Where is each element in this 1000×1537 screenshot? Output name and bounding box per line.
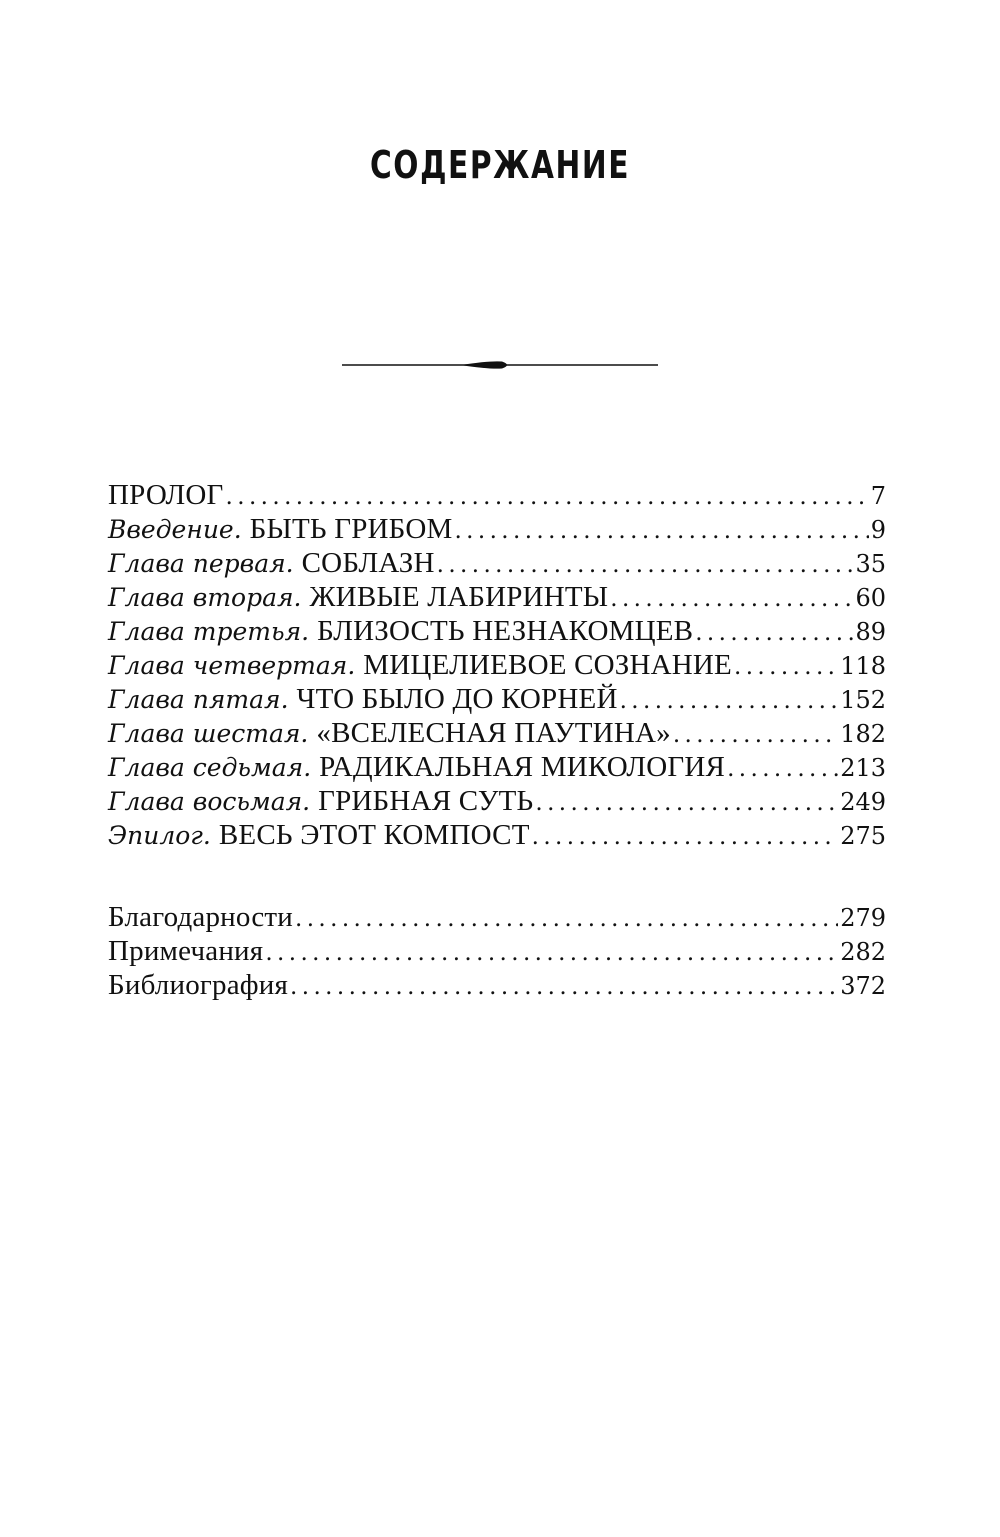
toc-entry-page: 118 [840, 652, 886, 680]
toc-entry-epilogue[interactable] [108, 818, 886, 852]
toc-entry-title: БЛИЗОСТЬ НЕЗНАКОМЦЕВ [317, 615, 694, 647]
toc-entry-label [108, 716, 671, 751]
divider-ornament [340, 356, 660, 374]
toc-entry-prefix: Глава восьмая. [108, 787, 311, 816]
dot-leader [226, 480, 869, 514]
toc-entry-page: 89 [855, 618, 886, 646]
toc-entry-page: 275 [840, 822, 886, 850]
toc-entry-page: 279 [840, 904, 886, 932]
toc-entry-title: «ВСЕЛЕСНАЯ ПАУТИНА» [316, 717, 671, 749]
toc-entry-prefix: Глава пятая. [108, 685, 289, 714]
toc-entry-chapter-4[interactable] [108, 648, 886, 682]
toc-entry-page: 152 [840, 686, 886, 714]
toc-entry-title: ГРИБНАЯ СУТЬ [318, 785, 534, 817]
dot-leader [620, 684, 839, 718]
toc-entry-label [108, 900, 293, 934]
toc-entry-title: РАДИКАЛЬНАЯ МИКОЛОГИЯ [319, 751, 726, 783]
section-spacer [108, 852, 886, 900]
dot-leader [535, 786, 838, 820]
toc-entry-prefix: Глава четвертая. [108, 651, 356, 680]
toc-entry-prefix: Глава седьмая. [108, 753, 312, 782]
toc-entry-label [108, 478, 224, 512]
toc-entry-title: Библиография [108, 969, 289, 1001]
toc-entry-prologue[interactable] [108, 478, 886, 512]
toc-entry-chapter-3[interactable] [108, 614, 886, 648]
toc-entry-prefix: Глава шестая. [108, 719, 309, 748]
dot-leader [454, 514, 868, 548]
toc-entry-label [108, 934, 263, 968]
dot-leader [290, 970, 838, 1004]
toc-entry-title: СОБЛАЗН [301, 547, 435, 579]
dot-leader [532, 820, 839, 854]
toc-entry-title: ЧТО БЫЛО ДО КОРНЕЙ [296, 683, 618, 715]
toc-entry-label [108, 580, 608, 615]
toc-entry-page: 7 [870, 482, 886, 510]
dot-leader [727, 752, 838, 786]
toc-entry-title: Благодарности [108, 901, 293, 933]
toc-entry-label [108, 546, 435, 581]
toc-entry-label [108, 648, 732, 683]
dot-leader [295, 902, 838, 936]
page-title: СОДЕРЖАНИЕ [369, 143, 631, 187]
toc-entry-page: 9 [870, 516, 886, 544]
toc-entry-label [108, 750, 725, 785]
dot-leader [695, 616, 853, 650]
toc-entry-chapter-6[interactable] [108, 716, 886, 750]
toc-entry-chapter-5[interactable] [108, 682, 886, 716]
toc-entry-notes[interactable] [108, 934, 886, 968]
toc-entry-introduction[interactable] [108, 512, 886, 546]
dot-leader [734, 650, 838, 684]
toc-entry-page: 213 [840, 754, 886, 782]
toc-entry-prefix: Эпилог. [108, 821, 211, 850]
toc-entry-label [108, 512, 452, 547]
toc-entry-page: 372 [840, 972, 886, 1000]
table-of-contents [108, 478, 886, 1002]
toc-entry-chapter-7[interactable] [108, 750, 886, 784]
toc-entry-title: МИЦЕЛИЕВОЕ СОЗНАНИЕ [363, 649, 732, 681]
dot-leader [610, 582, 853, 616]
toc-entry-page: 282 [840, 938, 886, 966]
toc-entry-bibliography[interactable] [108, 968, 886, 1002]
toc-back-matter-section [108, 900, 886, 1002]
toc-entry-chapter-8[interactable] [108, 784, 886, 818]
dot-leader [265, 936, 838, 970]
toc-entry-title: ВЕСЬ ЭТОТ КОМПОСТ [218, 819, 530, 851]
toc-entry-prefix: Глава вторая. [108, 583, 302, 612]
toc-entry-chapter-1[interactable] [108, 546, 886, 580]
toc-entry-title: ПРОЛОГ [108, 479, 224, 511]
toc-entry-title: Примечания [108, 935, 264, 967]
toc-entry-label [108, 968, 288, 1002]
toc-entry-title: ЖИВЫЕ ЛАБИРИНТЫ [309, 581, 609, 613]
toc-entry-title: БЫТЬ ГРИБОМ [249, 513, 453, 545]
dot-leader [437, 548, 854, 582]
toc-entry-prefix: Глава первая. [108, 549, 294, 578]
toc-entry-acknowledgements[interactable] [108, 900, 886, 934]
toc-entry-page: 60 [855, 584, 886, 612]
toc-entry-chapter-2[interactable] [108, 580, 886, 614]
toc-entry-page: 182 [840, 720, 886, 748]
toc-entry-label [108, 784, 533, 819]
toc-entry-page: 249 [840, 788, 886, 816]
toc-main-section [108, 478, 886, 852]
toc-entry-page: 35 [855, 550, 886, 578]
toc-entry-label [108, 614, 693, 649]
toc-entry-label [108, 818, 530, 853]
toc-entry-label [108, 682, 618, 717]
toc-entry-prefix: Введение. [108, 515, 242, 544]
toc-entry-prefix: Глава третья. [108, 617, 310, 646]
dot-leader [673, 718, 838, 752]
